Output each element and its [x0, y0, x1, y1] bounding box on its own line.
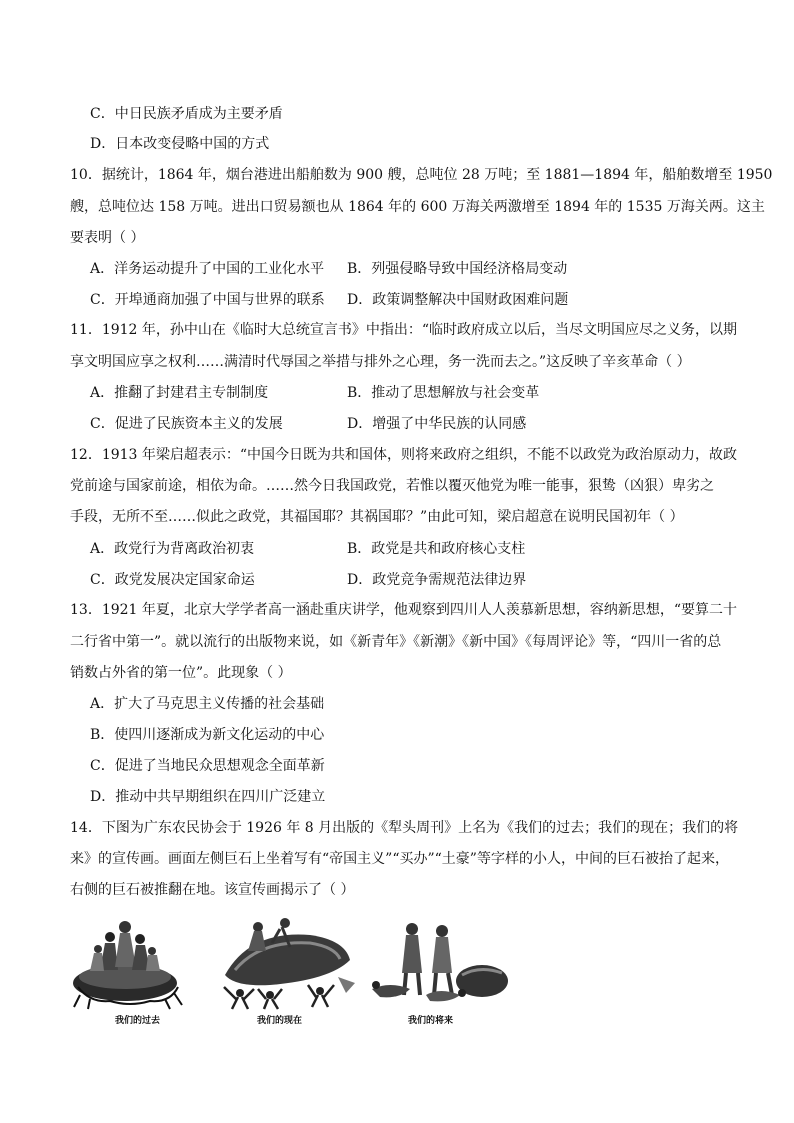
q13-stem-line-3: 销数占外省的第一位”。此现象（ ） — [70, 665, 292, 681]
q11-stem-line-1: 11．1912 年，孙中山在《临时大总统宣言书》中指出：“临时政府成立以后，当尽文明国应尽之义务，以期 — [70, 322, 738, 338]
q12-stem-line-1: 12．1913 年梁启超表示：“中国今日既为共和国体，则将来政府之组织，不能不以政党为政治原动力，故政 — [70, 447, 738, 463]
q13-option-a: A．扩大了马克思主义传播的社会基础 — [90, 696, 325, 712]
q12-option-c: C．政党发展决定国家命运 — [90, 572, 255, 588]
q10-stem-line-1: 10．据统计，1864 年，烟台港进出船舶数为 900 艘，总吨位 28 万吨；至 1881—1894 年，船舶数增至 1950 — [70, 167, 773, 183]
q12-stem-line-2: 党前途与国家前途，相依为命。……然今日我国政党，若惟以覆灭他党为唯一能事，狠鸷（凶狠）卑劣之 — [70, 478, 714, 494]
q10-option-b: B．列强侵略导致中国经济格局变动 — [347, 261, 568, 277]
q13-option-b: B．使四川逐渐成为新文化运动的中心 — [90, 727, 325, 743]
caption-present: 我们的现在 — [257, 1016, 303, 1026]
caption-past: 我们的过去 — [115, 1016, 161, 1026]
q11-stem-line-2: 享文明国应享之权利……满清时代辱国之举措与排外之心理，务一洗而去之。”这反映了辛亥革命（ ） — [70, 354, 691, 370]
q13-stem-line-2: 二行省中第一”。就以流行的出版物来说，如《新青年》《新潮》《新中国》《每周评论》等，“四川一省的总 — [70, 634, 722, 650]
q14-stem-line-1: 14．下图为广东农民协会于 1926 年 8 月出版的《犁头周刊》上名为《我们的过去；我们的现在；我们的将 — [70, 820, 739, 836]
q13-option-d: D．推动中共早期组织在四川广泛建立 — [90, 789, 326, 805]
q9-option-c: C．中日民族矛盾成为主要矛盾 — [90, 106, 283, 122]
q11-option-b: B．推动了思想解放与社会变革 — [347, 385, 540, 401]
q10-option-d: D．政策调整解决中国财政困难问题 — [347, 292, 569, 308]
q14-stem-line-2: 来》的宣传画。画面左侧巨石上坐着写有“帝国主义”“买办”“土豪”等字样的小人，中间的巨石被抬了起来， — [70, 851, 729, 867]
q10-stem-line-2: 艘，总吨位达 158 万吨。进出口贸易额也从 1864 年的 600 万海关两激增至 1894 年的 1535 万海关两。这主 — [70, 199, 765, 215]
q14-stem-line-3: 右侧的巨石被推翻在地。该宣传画揭示了（ ） — [70, 882, 355, 898]
q9-option-d: D．日本改变侵略中国的方式 — [90, 136, 270, 152]
q11-option-c: C．促进了民族资本主义的发展 — [90, 416, 283, 432]
q13-option-c: C．促进了当地民众思想观念全面革新 — [90, 758, 325, 774]
panel-future-drawing — [370, 915, 510, 1010]
q11-option-d: D．增强了中华民族的认同感 — [347, 416, 527, 432]
q10-stem-line-3: 要表明（ ） — [70, 230, 145, 246]
q12-stem-line-3: 手段，无所不至……似此之政党，其福国耶？其祸国耶？”由此可知，梁启超意在说明民国初年（ ） — [70, 509, 684, 525]
q10-option-a: A．洋务运动提升了中国的工业化水平 — [90, 261, 325, 277]
panel-past-drawing — [70, 915, 190, 1010]
q10-option-c: C．开埠通商加强了中国与世界的联系 — [90, 292, 325, 308]
q12-option-b: B．政党是共和政府核心支柱 — [347, 541, 526, 557]
panel-present-drawing — [210, 915, 360, 1010]
q13-stem-line-1: 13．1921 年夏，北京大学学者高一涵赴重庆讲学，他观察到四川人人羡慕新思想，容纳新思想，“要算二十 — [70, 602, 738, 618]
q12-option-d: D．政党竞争需规范法律边界 — [347, 572, 527, 588]
propaganda-illustration — [70, 915, 510, 1025]
q12-option-a: A．政党行为背离政治初衷 — [90, 541, 255, 557]
q11-option-a: A．推翻了封建君主专制制度 — [90, 385, 269, 401]
caption-future: 我们的将来 — [408, 1016, 454, 1026]
